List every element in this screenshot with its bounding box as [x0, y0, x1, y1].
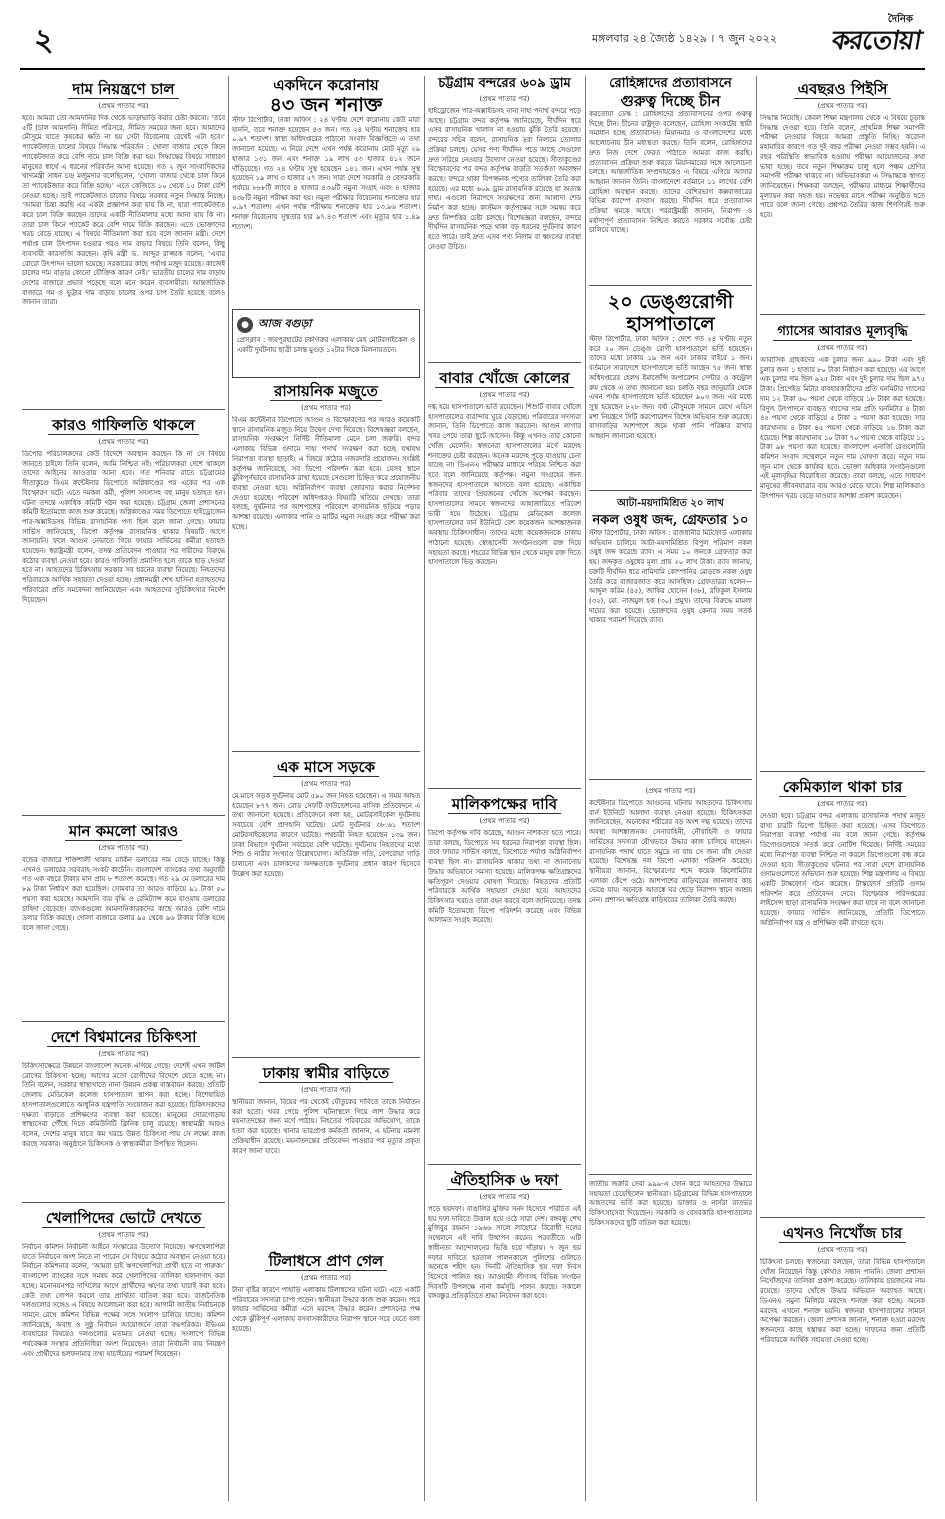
article-body: দগ্ধ হয়ে হাসপাতালে ভর্তি রয়েছেন। শিশুটি বাবার খোঁজে হাসপাতালের বারান্দায় ঘুরে বেড়াচ্ছে। পরিবারের সদস্যরা জানান, তিনি ডিপোতে কাজ করতেন। আগুন লাগার খবর পেয়ে তারা ছুটে আসেন। কিন্তু এখনও তার কোনো খোঁজ মেলেনি। স্বজনেরা হাসপাতালের মর্গে মরদেহ শনাক্তের চেষ্টা করছেন। অনেক মরদেহ পুড়ে যাওয়ায় চেনা যাচ্ছে না। ডিএনএ পরীক্ষার মাধ্যমে পরিচয় নিশ্চিত করা হবে বলে জানিয়েছে কর্তৃপক্ষ। নমুনা সংগ্রহের জন্য স্বজনদের হাসপাতালে আসতে বলা হয়েছে। একাধিক পরিবার তাদের প্রিয়জনের খোঁজে অপেক্ষা করছেন। হাসপাতালের সামনে স্বজনদের আহাজারিতে পরিবেশ ভারী হয়ে উঠেছে। চট্টগ্রাম মেডিকেল কলেজ হাসপাতালের বার্ন ইউনিটে বেশ কয়েকজন আশঙ্কাজনক অবস্থায় চিকিৎসাধীন। তাদের মধ্যে কয়েকজনকে ঢাকায় পাঠানো হয়েছে। স্বেচ্ছাসেবী সংগঠনগুলো রক্ত দিয়ে সহায়তা করছে। শহরের বিভিন্ন স্থান থেকে মানুষ রক্ত দিতে হাসপাতালে ভিড় করছেন।: [428, 403, 581, 567]
article-headline: কেমিক্যাল থাকা চার: [779, 778, 907, 797]
article-owner-claim: [428, 794, 581, 1159]
article-body: ডিপো কর্তৃপক্ষ দাবি করেছে, আগুন নাশকতা হতে পারে। তারা বলছে, ডিপোতে সব ধরনের নিরাপত্তা ব্যবস্থা ছিল। তবে ফায়ার সার্ভিস বলছে, ডিপোতে পর্যাপ্ত অগ্নিনির্বাপণ ব্যবস্থা ছিল না। রাসায়নিক থাকার তথ্য না জানানোয় উদ্ধার অভিযানে সমস্যা হয়েছে। মালিকপক্ষ ক্ষতিগ্রস্তদের ক্ষতিপূরণ দেওয়ার ঘোষণা দিয়েছে। নিহতদের প্রতিটি পরিবারকে আর্থিক সহায়তা দেওয়া হবে। আহতদের চিকিৎসার খরচও তারা বহন করবে বলে জানিয়েছে। তদন্ত কমিটি ইতোমধ্যে ডিপো পরিদর্শন করেছে এবং বিভিন্ন আলামত সংগ্রহ করেছে।: [428, 829, 581, 925]
article-defaulters-vote: [22, 1208, 225, 1501]
divider: [760, 314, 925, 315]
column-2: [232, 76, 420, 1501]
article-chemical-stock: [232, 381, 420, 746]
divider: [589, 1174, 752, 1175]
masthead-small: দৈনিক: [887, 14, 913, 25]
article-rice-price: [22, 79, 225, 404]
article-headline: চট্টগ্রাম বন্দরের ৬০৯ ড্রাম: [438, 76, 571, 91]
continued-label: (প্রথম পাতার পর): [300, 1086, 352, 1094]
article-body: টানা বৃষ্টির কারণে পাহাড়ি এলাকায় টিলাধসের ঘটনা ঘটে। এতে একটি পরিবারের সদস্যরা চাপা পড়েন। স্থানীয়রা উদ্ধার কাজ শুরু করেন। পরে ফায়ার সার্ভিসের কর্মীরা এসে মরদেহ উদ্ধার করেন। প্রশাসনের পক্ষ থেকে ঝুঁকিপূর্ণ এলাকায় বসবাসকারীদের নিরাপদ স্থানে সরে যেতে বলা হয়েছে।: [232, 1286, 420, 1333]
article-headline: রোহিঙ্গাদের প্রত্যাবাসনে: [609, 76, 732, 91]
column-5: [760, 76, 925, 1501]
ad-brand-name: আজ বগুড়া: [258, 317, 312, 330]
article-body: করতোয়া ডেস্ক : রোহিঙ্গাদের প্রত্যাবাসনের ওপর গুরুত্ব দিচ্ছে চীন। চীনের রাষ্ট্রদূত বলেছেন, রোহিঙ্গা সংকটের স্থায়ী সমাধান হচ্ছে প্রত্যাবাসন। মিয়ানমার ও বাংলাদেশের মধ্যে আলোচনায় চীন মধ্যস্থতা করছে। তিনি বলেন, রোহিঙ্গাদের দ্রুত নিজ দেশে ফেরত পাঠাতে আমরা কাজ করছি। প্রত্যাবাসন প্রক্রিয়া শুরু করতে মিয়ানমারের সঙ্গে আলোচনা চলছে। আন্তর্জাতিক সম্প্রদায়কেও এ বিষয়ে এগিয়ে আসার আহ্বান জানান তিনি। বাংলাদেশে বর্তমানে ১১ লাখের বেশি রোহিঙ্গা অবস্থান করছে। তাদের বেশিরভাগ কক্সবাজারের বিভিন্ন ক্যাম্পে বসবাস করছে। দীর্ঘদিন ধরে প্রত্যাবাসন প্রক্রিয়া থমকে আছে। পররাষ্ট্রমন্ত্রী জানান, নিরাপদ ও মর্যাদাপূর্ণ প্রত্যাবাসন নিশ্চিত করতে সরকার সর্বোচ্চ চেষ্টা চালিয়ে যাচ্ছে।: [589, 110, 752, 235]
article-headline: নকল ওষুধ জব্দ, গ্রেফতার ১০: [592, 513, 749, 528]
ad-logo-icon: ●: [237, 317, 253, 333]
divider: [232, 751, 420, 752]
article-headline: বাবার খোঁজে কোলের: [435, 369, 573, 388]
article-gas-price: [760, 320, 925, 766]
ad-brand: [237, 315, 415, 334]
article-pec-exam: [760, 79, 925, 309]
page-number: ২: [34, 23, 54, 58]
article-world-class-treatment: [22, 1027, 225, 1197]
article-body: আবাসিক গ্রাহকদের এক চুলার জন্য ৯৯০ টাকা এবং দুই চুলার জন্য ১ হাজার ৮০ টাকা নির্ধারণ করা হয়েছে। এর আগে এক চুলার দাম ছিল ৯২৫ টাকা এবং দুই চুলার দাম ছিল ৯৭৫ টাকা। প্রিপেইড মিটার ব্যবহারকারীদের প্রতি ঘনমিটার গ্যাসের দাম ১২ টাকা ৬০ পয়সা থেকে বাড়িয়ে ১৮ টাকা করা হয়েছে। বিদ্যুৎ উৎপাদনে ব্যবহৃত গ্যাসের দাম প্রতি ঘনমিটার ৪ টাকা ৪৫ পয়সা থেকে বাড়িয়ে ৫ টাকা ২ পয়সা করা হয়েছে। সার কারখানায় ৪ টাকা ৪৫ পয়সা থেকে বাড়িয়ে ১৬ টাকা করা হয়েছে। শিল্প কারখানায় ১০ টাকা ৭০ পয়সা থেকে বাড়িয়ে ১১ টাকা ৯৮ পয়সা করা হয়েছে। বাংলাদেশ এনার্জি রেগুলেটরি কমিশন সংবাদ সম্মেলনে নতুন দাম ঘোষণা করে। নতুন দাম জুন মাস থেকে কার্যকর হবে। ভোক্তা অধিকার সংগঠনগুলো এই মূল্যবৃদ্ধির বিরোধিতা করেছে। তারা বলছে, এতে সাধারণ মানুষের জীবনযাত্রার ব্যয় আরও বেড়ে যাবে। শিল্প মালিকরাও উৎপাদন খরচ বেড়ে যাওয়ার আশঙ্কা প্রকাশ করেছেন।: [760, 356, 925, 500]
continued-label: (প্রথম পাতার পর): [98, 102, 149, 110]
article-body: সিদ্ধান্ত নিয়েছি। কেবল শিক্ষা মন্ত্রণালয় থেকে এ বিষয়ে চূড়ান্ত সিদ্ধান্ত দেওয়া হবে। তিনি বলেন, প্রাথমিক শিক্ষা সমাপনী পরীক্ষা নেওয়ার বিষয়ে আমরা প্রস্তুতি নিচ্ছি। করোনা মহামারির কারণে গত দুই বছর পরীক্ষা নেওয়া সম্ভব হয়নি। এ বছর পরিস্থিতি স্বাভাবিক হওয়ায় পরীক্ষা আয়োজনের কথা ভাবা হচ্ছে। তবে নতুন শিক্ষাক্রম চালু হলে পঞ্চম শ্রেণির সমাপনী পরীক্ষা থাকবে না। অভিভাবকরা এ সিদ্ধান্তকে স্বাগত জানিয়েছেন। শিক্ষকরা বলছেন, পরীক্ষার মাধ্যমে শিক্ষার্থীদের মূল্যায়ন করা সহজ হয়। নভেম্বর মাসে পরীক্ষা অনুষ্ঠিত হতে পারে বলে জানা গেছে। প্রশ্নপত্র তৈরির কাজ শিগগিরই শুরু হবে।: [760, 114, 925, 220]
article-headline: মালিকপক্ষের দাবি: [448, 795, 561, 814]
continued-label: (প্রথম পাতার পর): [98, 1050, 149, 1058]
continued-label: (প্রথম পাতার পর): [98, 438, 149, 446]
article-headline: ঐতিহাসিক ৬ দফা: [447, 1171, 563, 1190]
masthead-main: করতোয়া: [829, 26, 924, 56]
article-headline: একদিনে করোনায়: [273, 76, 379, 94]
column-rule: [424, 76, 425, 1501]
continued-label: (প্রথম পাতার পর): [300, 1274, 352, 1282]
article-body: মে মাসে সড়ক দুর্ঘটনায় মোট ৫৯০ জন নিহত হয়েছেন। এ সময় আহত হয়েছেন ৮৭৭ জন। রোড সেফটি ফাউন্ডেশনের মাসিক প্রতিবেদনে এ তথ্য জানানো হয়েছে। প্রতিবেদনে বলা হয়, মোটরসাইকেল দুর্ঘটনায় সবচেয়ে বেশি প্রাণহানি ঘটেছে। মোট দুর্ঘটনার ৩৮.৬১ শতাংশ মোটরসাইকেলের কারণে ঘটেছে। পথচারী নিহত হয়েছেন ১৩৯ জন। ঢাকা বিভাগে দুর্ঘটনা সবচেয়ে বেশি ঘটেছে। দুর্ঘটনায় নিহতদের মধ্যে শিশু ও নারীর সংখ্যাও উল্লেখযোগ্য। অতিরিক্ত গতি, বেপরোয়া গাড়ি চালানো এবং চালকদের অদক্ষতাকে দুর্ঘটনার প্রধান কারণ হিসেবে উল্লেখ করা হয়েছে।: [232, 792, 420, 878]
article-headline: এক মাসে সড়কে: [273, 758, 379, 777]
column-rule: [756, 76, 757, 1501]
article-continued-injured: [589, 785, 752, 1169]
issue-date: মঙ্গলবার ২৪ জ্যৈষ্ঠ ১৪২৯ । ৭ জুন ২০২২: [591, 32, 777, 45]
article-body: বন্ডের বাজারে শক্তিশালী থাকায় মার্কিন ডলারের দাম বেড়ে যাচ্ছে। কিন্তু এখনও ডলারের সরবরাহ সংকট কাটেনি। বাংলাদেশ ব্যাংকের তথ্য অনুযায়ী গত এক বছরে টাকার মান প্রায় ৮ শতাংশ কমেছে। গত ২৯ মে ডলারের দাম ৮৯ টাকা নির্ধারণ করা হয়েছিল। সোমবার তা আরও বাড়িয়ে ৯১ টাকা ৫০ পয়সা করা হয়েছে। আমদানি ব্যয় বৃদ্ধি ও রেমিট্যান্স কমে যাওয়ায় ডলারের চাহিদা বেড়েছে। ব্যাংকগুলো আমদানিকারকদের কাছে আরও বেশি দামে ডলার বিক্রি করছে। খোলা বাজারে ডলার ৯৫ থেকে ৯৬ টাকায় বিক্রি হচ্ছে বলে জানা গেছে।: [22, 856, 225, 932]
article-body: চিকিৎসাক্ষেত্রে উন্নয়নে বাংলাদেশ অনেক এগিয়ে গেছে। দেশেই এখন জটিল রোগের চিকিৎসা হচ্ছে। আগের মতো রোগীদের বিদেশে যেতে হচ্ছে না। তিনি বলেন, সরকার স্বাস্থ্যখাতে নানা উন্নয়ন প্রকল্প বাস্তবায়ন করছে। প্রতিটি জেলায় মেডিকেল কলেজ হাসপাতাল স্থাপন করা হচ্ছে। বিশেষায়িত হাসপাতালগুলোতে আধুনিক যন্ত্রপাতি সংযোজন করা হয়েছে। চিকিৎসকদের দক্ষতা বাড়াতে প্রশিক্ষণের ব্যবস্থা করা হয়েছে। মানুষের দোরগোড়ায় স্বাস্থ্যসেবা পৌঁছে দিতে কমিউনিটি ক্লিনিক চালু রয়েছে। স্বাস্থ্যমন্ত্রী আরও বলেন, দেশের মানুষ যাতে কম খরচে উন্নত চিকিৎসা পায় সে লক্ষ্যে কাজ করছে সরকার। অনুষ্ঠানে চিকিৎসক ও স্বাস্থ্যকর্মীরা উপস্থিত ছিলেন।: [22, 1062, 225, 1148]
article-headline: ঢাকায় স্বামীর বাড়িতে: [259, 1064, 393, 1083]
article-six-points: [428, 1170, 581, 1501]
article-body: নির্বাচন কমিশন নির্বাচনী আইনে সংস্কারের উদ্যোগ নিয়েছে। ঋণখেলাপিরা যাতে নির্বাচনে অংশ নিতে না পারেন সে বিষয়ে কঠোর অবস্থান নেওয়া হবে। নির্বাচন কমিশনার বলেন, ‘আমরা চাই ঋণখেলাপিরা প্রার্থী হতে না পারুক।’ বাংলাদেশ ব্যাংকের সঙ্গে সমন্বয় করে খেলাপিদের তালিকা হালনাগাদ করা হচ্ছে। মনোনয়নপত্র দাখিলের আগে প্রার্থীদের ঋণের তথ্য যাচাই করা হবে। কেউ তথ্য গোপন করলে তার প্রার্থিতা বাতিল করা হবে। রাজনৈতিক দলগুলোর সঙ্গেও এ বিষয়ে আলোচনা করা হবে। আগামী জাতীয় নির্বাচনকে সামনে রেখে কমিশন বিভিন্ন পক্ষের সঙ্গে সংলাপ চালিয়ে যাচ্ছে। কমিশন জানিয়েছে, অবাধ ও সুষ্ঠু নির্বাচন আয়োজনে তারা বদ্ধপরিকর। ইভিএম ব্যবহারের বিষয়েও দলগুলোর মতামত নেওয়া হচ্ছে। সংলাপে বিভিন্ন পর্যবেক্ষক সংস্থার প্রতিনিধিরা অংশ নিয়েছেন। তারা নির্বাচনী ব্যয় নিয়ন্ত্রণ এবং প্রার্থীদের হলফনামার তথ্য যাচাইয়ের পরামর্শ দিয়েছেন।: [22, 1243, 225, 1358]
article-body: হাইড্রোজেন পার-অক্সাইডসহ নানা দাহ্য পদার্থ বন্দরে পড়ে আছে। চট্টগ্রাম বন্দর কর্তৃপক্ষ জানিয়েছে, দীর্ঘদিন ধরে এসব রাসায়নিক খালাস না হওয়ায় ঝুঁকি তৈরি হয়েছে। বন্দরের সচিব বলেন, রাসায়নিক দ্রব্য নিলামে তোলার প্রক্রিয়া চলছে। যেসব পণ্য দীর্ঘদিন পড়ে আছে সেগুলো দ্রুত সরিয়ে নেওয়ার উদ্যোগ নেওয়া হয়েছে। সীতাকুণ্ডের বিস্ফোরণের পর বন্দর কর্তৃপক্ষ বাড়তি সতর্কতা অবলম্বন করছে। বন্দরে থাকা বিপজ্জনক পণ্যের তালিকা তৈরি করা হয়েছে। এর মধ্যে ৬০৯ ড্রাম রাসায়নিক রয়েছে যা অত্যন্ত দাহ্য। এগুলো নিরাপদে সংরক্ষণের জন্য আলাদা শেড নির্মাণ করা হচ্ছে। কাস্টমস কর্তৃপক্ষের সঙ্গে সমন্বয় করে দ্রুত নিষ্পত্তির চেষ্টা চলছে। বিশেষজ্ঞরা বলছেন, বন্দরে দীর্ঘদিন রাসায়নিক পড়ে থাকা বড় ধরনের দুর্ঘটনার কারণ হতে পারে। তাই দ্রুত এসব পণ্য নিলাম বা ধ্বংসের ব্যবস্থা নেওয়া উচিত।: [428, 107, 581, 251]
continued-label: (প্রথম পাতার পর): [479, 1193, 530, 1201]
continued-label: (প্রথম পাতার পর): [479, 391, 530, 399]
article-body: স্টাফ রিপোর্টার, ঢাকা অফিস : দেশে গত ২৪ ঘণ্টায় নতুন করে ২০ জন ডেঙ্গু রোগী হাসপাতালে ভর্তি হয়েছেন। তাদের মধ্যে ঢাকায় ১৯ জন এবং ঢাকার বাইরে ১ জন। বর্তমানে সারাদেশে হাসপাতালে ভর্তি আছেন ৭৫ জন। স্বাস্থ্য অধিদপ্তরের হেলথ ইমার্জেন্সি অপারেশন সেন্টার ও কন্ট্রোল রুম থেকে এ তথ্য জানানো হয়। চলতি বছর জানুয়ারি থেকে এখন পর্যন্ত হাসপাতালে ভর্তি হয়েছেন ৯০৩ জন। এর মধ্যে সুস্থ হয়েছেন ৮২৮ জন। বর্ষা মৌসুমকে সামনে রেখে এডিস মশা নিয়ন্ত্রণে সিটি করপোরেশন বিশেষ অভিযান শুরু করেছে। বাসাবাড়ির আশপাশে জমে থাকা পানি পরিষ্কার রাখার আহ্বান জানানো হয়েছে।: [589, 335, 752, 441]
continued-label: (প্রথম পাতার পর): [645, 787, 696, 795]
article-fake-medicine: [589, 496, 752, 774]
divider: [589, 779, 752, 780]
divider: [232, 1057, 420, 1058]
article-dengue: [589, 291, 752, 485]
continued-label: (প্রথম পাতার পর): [479, 817, 530, 825]
article-port-drums: [428, 76, 581, 357]
article-body: ডিপোর পরিচালকদের কেউ বিদেশে অবস্থান করছেন কি না সে বিষয়ে জানতে চাইলে তিনি বলেন, আমি নিশ্চিত নই। পরিচালকরা দেশে থাকলে তাদের আইনের আওতায় আনা হবে। গত শনিবার রাতে চট্টগ্রামের সীতাকুণ্ডে বিএম কন্টেইনার ডিপোতে অগ্নিকাণ্ডের পর একের পর এক বিস্ফোরণ ঘটে। এতে দমকল কর্মী, পুলিশ সদস্যসহ বহু মানুষ হতাহত হন। ঘটনা তদন্তে একাধিক কমিটি গঠন করা হয়েছে। চট্টগ্রাম জেলা প্রশাসনের কমিটি ইতোমধ্যে কাজ শুরু করেছে। অগ্নিকাণ্ডের সময় ডিপোতে হাইড্রোজেন পার-অক্সাইডসহ বিভিন্ন রাসায়নিক পণ্য ছিল বলে জানা গেছে। ফায়ার সার্ভিস জানিয়েছে, ডিপো কর্তৃপক্ষ রাসায়নিক থাকার বিষয়টি আগে জানায়নি। ফলে আগুন নেভাতে গিয়ে ফায়ার সার্ভিসের কর্মীরা হতাহত হয়েছেন। স্বরাষ্ট্রমন্ত্রী বলেন, তদন্ত প্রতিবেদন পাওয়ার পর দায়ীদের বিরুদ্ধে কঠোর ব্যবস্থা নেওয়া হবে। কারও গাফিলতি প্রমাণিত হলে তাকে ছাড় দেওয়া হবে না। আহতদের চিকিৎসায় সরকার সব ধরনের ব্যবস্থা নিয়েছে। নিহতদের পরিবারকে আর্থিক সহায়তা দেওয়া হচ্ছে। প্রধানমন্ত্রী শেখ হাসিনা হতাহতদের পরিবারের প্রতি সমবেদনা জানিয়েছেন এবং আহতদের সুচিকিৎসার নির্দেশ দিয়েছেন।: [22, 450, 225, 604]
article-headline: এবছরও পিইসি: [794, 80, 892, 99]
divider: [22, 1021, 225, 1022]
continued-label: (প্রথম পাতার পর): [300, 404, 352, 412]
continued-label: (প্রথম পাতার পর): [479, 95, 530, 103]
article-headline: এখনও নিখোঁজ চার: [779, 1224, 906, 1243]
article-search-father: [428, 368, 581, 783]
article-body: কন্টেইনার ডিপোতে আগুনের ঘটনায় আহতদের চিকিৎসায় বার্ন ইউনিটে আলাদা ব্যবস্থা নেওয়া হয়েছে। চিকিৎসকরা জানিয়েছেন, অনেকের শরীরের বড় অংশ দগ্ধ হয়েছে। তাদের অবস্থা আশঙ্কাজনক। সেনাবাহিনী, নৌবাহিনী ও ফায়ার সার্ভিসের সদস্যরা যৌথভাবে উদ্ধার কাজ চালিয়ে যাচ্ছেন। রাসায়নিক পদার্থ যাতে সমুদ্রে না যায় সে জন্য বাঁধ দেওয়া হয়েছে। বিশেষজ্ঞ দল ডিপো এলাকা পরিদর্শন করেছে। স্থানীয়রা জানান, বিস্ফোরণের শব্দে কয়েক কিলোমিটার এলাকা কেঁপে ওঠে। আশপাশের বাড়িঘরের জানালার কাচ ভেঙে যায়। অনেকে আতঙ্কে ঘর ছেড়ে নিরাপদ স্থানে আশ্রয় নেন। প্রশাসন ক্ষতিগ্রস্ত বাড়িঘরের তালিকা তৈরি করছে।: [589, 799, 752, 905]
article-headline: রাসায়নিক মজুতে: [270, 382, 382, 401]
continued-label: (প্রথম পাতার পর): [300, 780, 352, 788]
advertisement-box: [232, 309, 420, 378]
article-headline-2: ৪৩ জন শনাক্ত: [269, 94, 383, 116]
article-headline: মান কমলো আরও: [65, 822, 182, 841]
column-4: [589, 76, 752, 1501]
article-rohingya: [589, 76, 752, 280]
divider: [589, 490, 752, 491]
article-husband-house: [232, 1063, 420, 1248]
divider: [760, 771, 925, 772]
article-road-accident: [232, 757, 420, 1052]
article-body: দেওয়া হবে। চট্টগ্রাম বন্দর এলাকায় রাসায়নিক পদার্থ মজুত রাখা চারটি ডিপো চিহ্নিত করা হয়েছে। এসব ডিপোতে নিরাপত্তা ব্যবস্থা পর্যাপ্ত নয় বলে জানা গেছে। কর্তৃপক্ষ ডিপোগুলোকে সতর্ক করে নোটিশ দিয়েছে। নির্দিষ্ট সময়ের মধ্যে নিরাপত্তা ব্যবস্থা নিশ্চিত না করলে ডিপোগুলো বন্ধ করে দেওয়া হবে। সীতাকুণ্ডের ঘটনার পর সারা দেশে রাসায়নিক গুদামগুলোতে অভিযান শুরু হয়েছে। শিল্প মন্ত্রণালয় এ বিষয়ে একটি টাস্কফোর্স গঠন করেছে। টাস্কফোর্স প্রতিটি গুদাম পরিদর্শন করে প্রতিবেদন দেবে। বিস্ফোরক পরিদপ্তরের লাইসেন্স ছাড়া রাসায়নিক সংরক্ষণ করা যাবে না বলে জানানো হয়েছে। ফায়ার সার্ভিস জানিয়েছে, প্রতিটি ডিপোতে অগ্নিনির্বাপণ যন্ত্র ও প্রশিক্ষিত কর্মী রাখতে হবে।: [760, 812, 925, 927]
article-body: হবে। আমরা তো আমদানির দিক থেকে ভাড়াভাড়ি করার চেষ্টা করবো। ‘তবে ৫টি (চাল আমদানি) সীমিত পরিসরে, সীমিত সময়ের জন্য হবে। আমাদের মৌসুমে যাতে কৃষকের ক্ষতি না হয় সেটা বিবেচনায় রেখেই এটা হবে।’ প্যাকেটজাত চালের বিষয়ে সিদ্ধান্ত পরিবর্তন : খোলা বাজার থেকে কিনে প্যাকেটজাত করে বেশি দামে চাল বিক্রি করা হয়। সিদ্ধান্তের বিষয়ে সাধারণ মানুষের স্বার্থে এ ধরনের পরিবর্তন আনা হয়েছে। গত ২ জুন সাংবাদিকদের খাদ্যমন্ত্রী সাধন চন্দ্র মজুমদার বলেছিলেন, ‘খোলা বাজার থেকে চাল কিনে তা প্যাকেটজাত করে বিক্রি হচ্ছে।’ এতে কেজিতে ১০ থেকে ১৫ টাকা বেশি নেওয়া হচ্ছে। তাই প্যাকেটজাত চালের বিষয়ে সরকার নতুন সিদ্ধান্ত নিচ্ছে। ‘আমরা চিন্তা করছি এর একটা প্রজ্ঞাপন করা যায় কি না, যারা প্যাকেটজাত করে চাল বিক্রি করছেন তাদের একটি নীতিমালার মধ্যে আনা যায় কি না। তারা চাল কিনে প্যাকেট করে বেশি দামে বিক্রি করছেন। এতে ভোক্তাদের খরচ বেড়ে যাচ্ছে। এ বিষয়ে নীতিমালা করা হবে বলে জানান মন্ত্রী। দেশে পর্যাপ্ত চাল উৎপাদন হওয়ার পরও দাম বাড়ার বিষয়ে তিনি বলেন, কিছু ব্যবসায়ী কারসাজি করছেন। কৃষি মন্ত্রী ড. আব্দুর রাজ্জাক বলেন, ‘এবার বোরো উৎপাদন ভালো হয়েছে। সরকারের কাছে পর্যাপ্ত মজুদ রয়েছে। কাজেই চালের দাম বাড়ার কোনো যৌক্তিক কারণ নেই।’ ভারতীয় চালের দাম বাড়ায় দেশের বাজারে প্রভাব পড়েছে বলে মনে করেন ব্যবসায়ীরা। আন্তর্জাতিক বাজারে গম ও ভুট্টার দাম বাড়ায় চালের ওপর চাপ তৈরি হয়েছে বলেও জানান তারা।: [22, 114, 225, 307]
article-body: স্টাফ রিপোর্টার, ঢাকা অফিস : ২৪ ঘণ্টায় দেশে করোনায় কেউ মারা যাননি, তবে শনাক্ত হয়েছেন ৪৩ জন। গত ২৪ ঘণ্টায় শনাক্তের হার ০.৯৭ শতাংশ। স্বাস্থ্য অধিদপ্তরের পাঠানো সংবাদ বিজ্ঞপ্তিতে এ তথ্য জানানো হয়েছে। এ নিয়ে দেশে এখন পর্যন্ত করোনায় মোট মৃত্যু ২৯ হাজার ১৩১ জন এবং শনাক্ত ১৯ লাখ ৫৩ হাজার ৪১২ জনে দাঁড়িয়েছে। গত ২৪ ঘণ্টায় সুস্থ হয়েছেন ১৪১ জন। এখন পর্যন্ত সুস্থ হয়েছেন ১৯ লাখ ৩ হাজার ৫৭ জন। সারা দেশে সরকারি ও বেসরকারি পর্যায়ে ৮৮৮টি ল্যাবে ৪ হাজার ৪৩৬টি নমুনা সংগ্রহ এবং ৪ হাজার ৪৩৮টি নমুনা পরীক্ষা করা হয়। নমুনা পরীক্ষার বিবেচনায় শনাক্তের হার ০.৯৭ শতাংশ। এখন পর্যন্ত পরীক্ষায় শনাক্তের হার ১৩.৯৬ শতাংশ। শনাক্ত বিবেচনায় সুস্থতার হার ৯৭.৪৩ শতাংশ এবং মৃত্যুর হার ১.৪৯ শতাংশ।: [232, 116, 420, 231]
article-headline: কারও গাফিলতি থাকলে: [48, 416, 199, 435]
article-headline: ২০ ডেঙ্গুরোগী: [607, 291, 734, 313]
column-rule: [585, 76, 586, 1501]
article-headline: টিলাধসে প্রাণ গেল: [265, 1252, 388, 1271]
article-headline-2: গুরুত্ব দিচ্ছে চীন: [620, 92, 721, 110]
article-body: চিকিৎসা চলছে। স্বজনেরা বলছেন, তারা বিভিন্ন হাসপাতালে খোঁজ নিয়েছেন কিন্তু কোথাও সন্ধান পাননি। জেলা প্রশাসন নিখোঁজদের তালিকা প্রকাশ করেছে। তালিকায় চারজনের নাম রয়েছে। তাদের খোঁজে উদ্ধার অভিযান অব্যাহত আছে। ডিএনএ নমুনা মিলিয়ে মরদেহ শনাক্ত করা হচ্ছে। অনেক মরদেহ এখনো শনাক্ত হয়নি। স্বজনরা হাসপাতালের সামনে অপেক্ষা করছেন। জেলা প্রশাসক জানান, শনাক্ত হওয়া মরদেহ স্বজনদের কাছে হস্তান্তর করা হচ্ছে। দাফনের জন্য প্রতিটি পরিবারকে আর্থিক সহায়তা দেওয়া হচ্ছে।: [760, 1258, 925, 1344]
article-headline: গ্যাসের আবারও মূল্যবৃদ্ধি: [773, 324, 911, 341]
article-chemical-four: [760, 777, 925, 1212]
divider: [22, 1202, 225, 1203]
continued-label: (প্রথম পাতার পর): [817, 1246, 868, 1254]
divider: [22, 815, 225, 816]
column-3: [428, 76, 581, 1501]
column-rule: [228, 76, 229, 1501]
article-headline: দাম নিয়ন্ত্রণে চাল: [68, 80, 178, 99]
divider: [589, 285, 752, 286]
ad-text: প্রেসক্লাব : জয়পুরহাটের চকগিরুর এলাকায় মেহ মোটরসাইকেল ও একটি দুর্ঘটনায় ছাত্রী চলন্ত মুগুড় ১২টার দিকে মিলনায়তনে।: [237, 336, 415, 354]
continued-label: (প্রথম পাতার পর): [817, 344, 868, 352]
article-landslide: [232, 1251, 420, 1426]
article-negligence: [22, 415, 225, 810]
article-body: স্থানীয়রা জানান, বিয়ের পর থেকেই যৌতুকের দাবিতে তাকে নির্যাতন করা হতো। খবর পেয়ে পুলিশ ঘটনাস্থলে গিয়ে লাশ উদ্ধার করে ময়নাতদন্তের জন্য মর্গে পাঠায়। নিহতের পরিবারের অভিযোগ, তাকে হত্যা করা হয়েছে। থানার ভারপ্রাপ্ত কর্মকর্তা জানান, এ ঘটনায় মামলা প্রক্রিয়াধীন রয়েছে। ময়নাতদন্তের প্রতিবেদন পাওয়ার পর মৃত্যুর প্রকৃত কারণ জানা যাবে।: [232, 1098, 420, 1155]
continued-label: (প্রথম পাতার পর): [98, 844, 149, 852]
article-body: স্টাফ রিপোর্টার, ঢাকা অফিস : রাজধানীর মিটফোর্ড এলাকায় অভিযান চালিয়ে আটা-ময়দামিশ্রিত বিপুল পরিমাণ নকল ওষুধ জব্দ করেছে র‌্যাব। এ সময় ১০ জনকে গ্রেফতার করা হয়। জব্দকৃত ওষুধের মূল্য প্রায় ২০ লাখ টাকা। র‌্যাব জানায়, চক্রটি দীর্ঘদিন ধরে নামিদামি কোম্পানির মোড়কে নকল ওষুধ তৈরি করে বাজারজাত করে আসছিল। গ্রেফতাররা হলেন—আব্দুল করিম (৪৫), জাকির হোসেন (৩৮), রফিকুল ইসলাম (৩২), মো. নাজমুল হক (৩০) প্রমুখ। তাদের বিরুদ্ধে মামলা দায়ের করা হয়েছে। ভোক্তাদের ওষুধ কেনার সময় সতর্ক থাকার পরামর্শ দিয়েছে র‌্যাব।: [589, 529, 752, 625]
article-body: বিএম কন্টেইনার ডিপোতে আগুন ও বিস্ফোরণের পর আরও কয়েকটি স্থানে রাসায়নিক মজুত নিয়ে উদ্বেগ দেখা দিয়েছে। বিশেষজ্ঞরা বলছেন, রাসায়নিক সংরক্ষণে নির্দিষ্ট নীতিমালা মেনে চলা জরুরি। বন্দর এলাকায় বিভিন্ন গুদামে দাহ্য পদার্থ সংরক্ষণ করা হচ্ছে যথাযথ নিরাপত্তা ব্যবস্থা ছাড়াই। এ বিষয়ে কঠোর নজরদারি প্রয়োজন। সংশ্লিষ্ট কর্তৃপক্ষ জানিয়েছে, সব ডিপো পরিদর্শন করা হবে। যেসব স্থানে ঝুঁকিপূর্ণভাবে রাসায়নিক রাখা হয়েছে সেগুলো চিহ্নিত করে প্রয়োজনীয় ব্যবস্থা নেওয়া হবে। অগ্নিনির্বাপণ ব্যবস্থা জোরদার করার নির্দেশনা দেওয়া হয়েছে। পরিবেশ অধিদপ্তরও বিষয়টি খতিয়ে দেখছে। তারা বলছে, দুর্ঘটনার পর আশপাশের পরিবেশে রাসায়নিক ছড়িয়ে পড়ার আশঙ্কা রয়েছে। এলাকার পানি ও মাটির নমুনা সংগ্রহ করে পরীক্ষা করা হচ্ছে।: [232, 416, 420, 531]
article-body: পড়ে ছয়দফা। বাঙালির মুক্তির সনদ হিসেবে পরিচিত এই ছয় দফা দাবিতে উত্তাল হয়ে ওঠে সারা দেশ। বঙ্গবন্ধু শেখ মুজিবুর রহমান ১৯৬৬ সালে লাহোরে বিরোধী দলের সম্মেলনে এই দাবি উত্থাপন করেন। পরবর্তীতে এটি স্বাধীনতা আন্দোলনের ভিত্তি হয়ে দাঁড়ায়। ৭ জুন ছয় দফার দাবিতে হরতাল পালনকালে পুলিশের গুলিতে অনেকে শহীদ হন। দিনটি ঐতিহাসিক ছয় দফা দিবস হিসেবে পালিত হয়। আওয়ামী লীগসহ বিভিন্ন সংগঠন দিবসটি উপলক্ষে নানা কর্মসূচি পালন করছে। সকালে বঙ্গবন্ধুর প্রতিকৃতিতে শ্রদ্ধা নিবেদন করা হবে।: [428, 1205, 581, 1301]
article-corona: [232, 76, 420, 306]
article-body: জাতীয় জরুরি সেবা ৯৯৯-এ ফোন করে আহতদের উদ্ধারে সহায়তা চেয়েছিলেন স্থানীয়রা। চট্টগ্রামের বিভিন্ন হাসপাতালে আহতদের ভর্তি করা হয়েছে। ডাক্তার ও নার্সরা রাতভর চিকিৎসাসেবা দিয়েছেন। সরকারি ও বেসরকারি হাসপাতালের চিকিৎসকদের ছুটি বাতিল করা হয়েছে।: [589, 1180, 752, 1227]
column-1: [22, 76, 225, 1501]
article-headline: দেশে বিশ্বমানের চিকিৎসা: [47, 1028, 201, 1047]
page-header: [20, 10, 925, 70]
article-emergency-999: [589, 1180, 752, 1330]
continued-label: (প্রথম পাতার পর): [817, 800, 868, 808]
article-headline: খেলাপিদের ভোটে দেখতে: [42, 1209, 205, 1228]
article-taka-value: [22, 821, 225, 1016]
article-missing-four: [760, 1223, 925, 1501]
divider: [760, 1217, 925, 1218]
divider: [428, 1164, 581, 1165]
divider: [22, 409, 225, 410]
divider: [428, 788, 581, 789]
continued-label: (প্রথম পাতার পর): [98, 1231, 149, 1239]
continued-label: (প্রথম পাতার পর): [817, 102, 868, 110]
masthead-logo: [789, 14, 924, 60]
article-kicker: আটা-ময়দামিশ্রিত ২০ লাখ: [617, 498, 724, 509]
article-headline-2: হাসপাতালে: [626, 313, 715, 335]
divider: [428, 362, 581, 363]
